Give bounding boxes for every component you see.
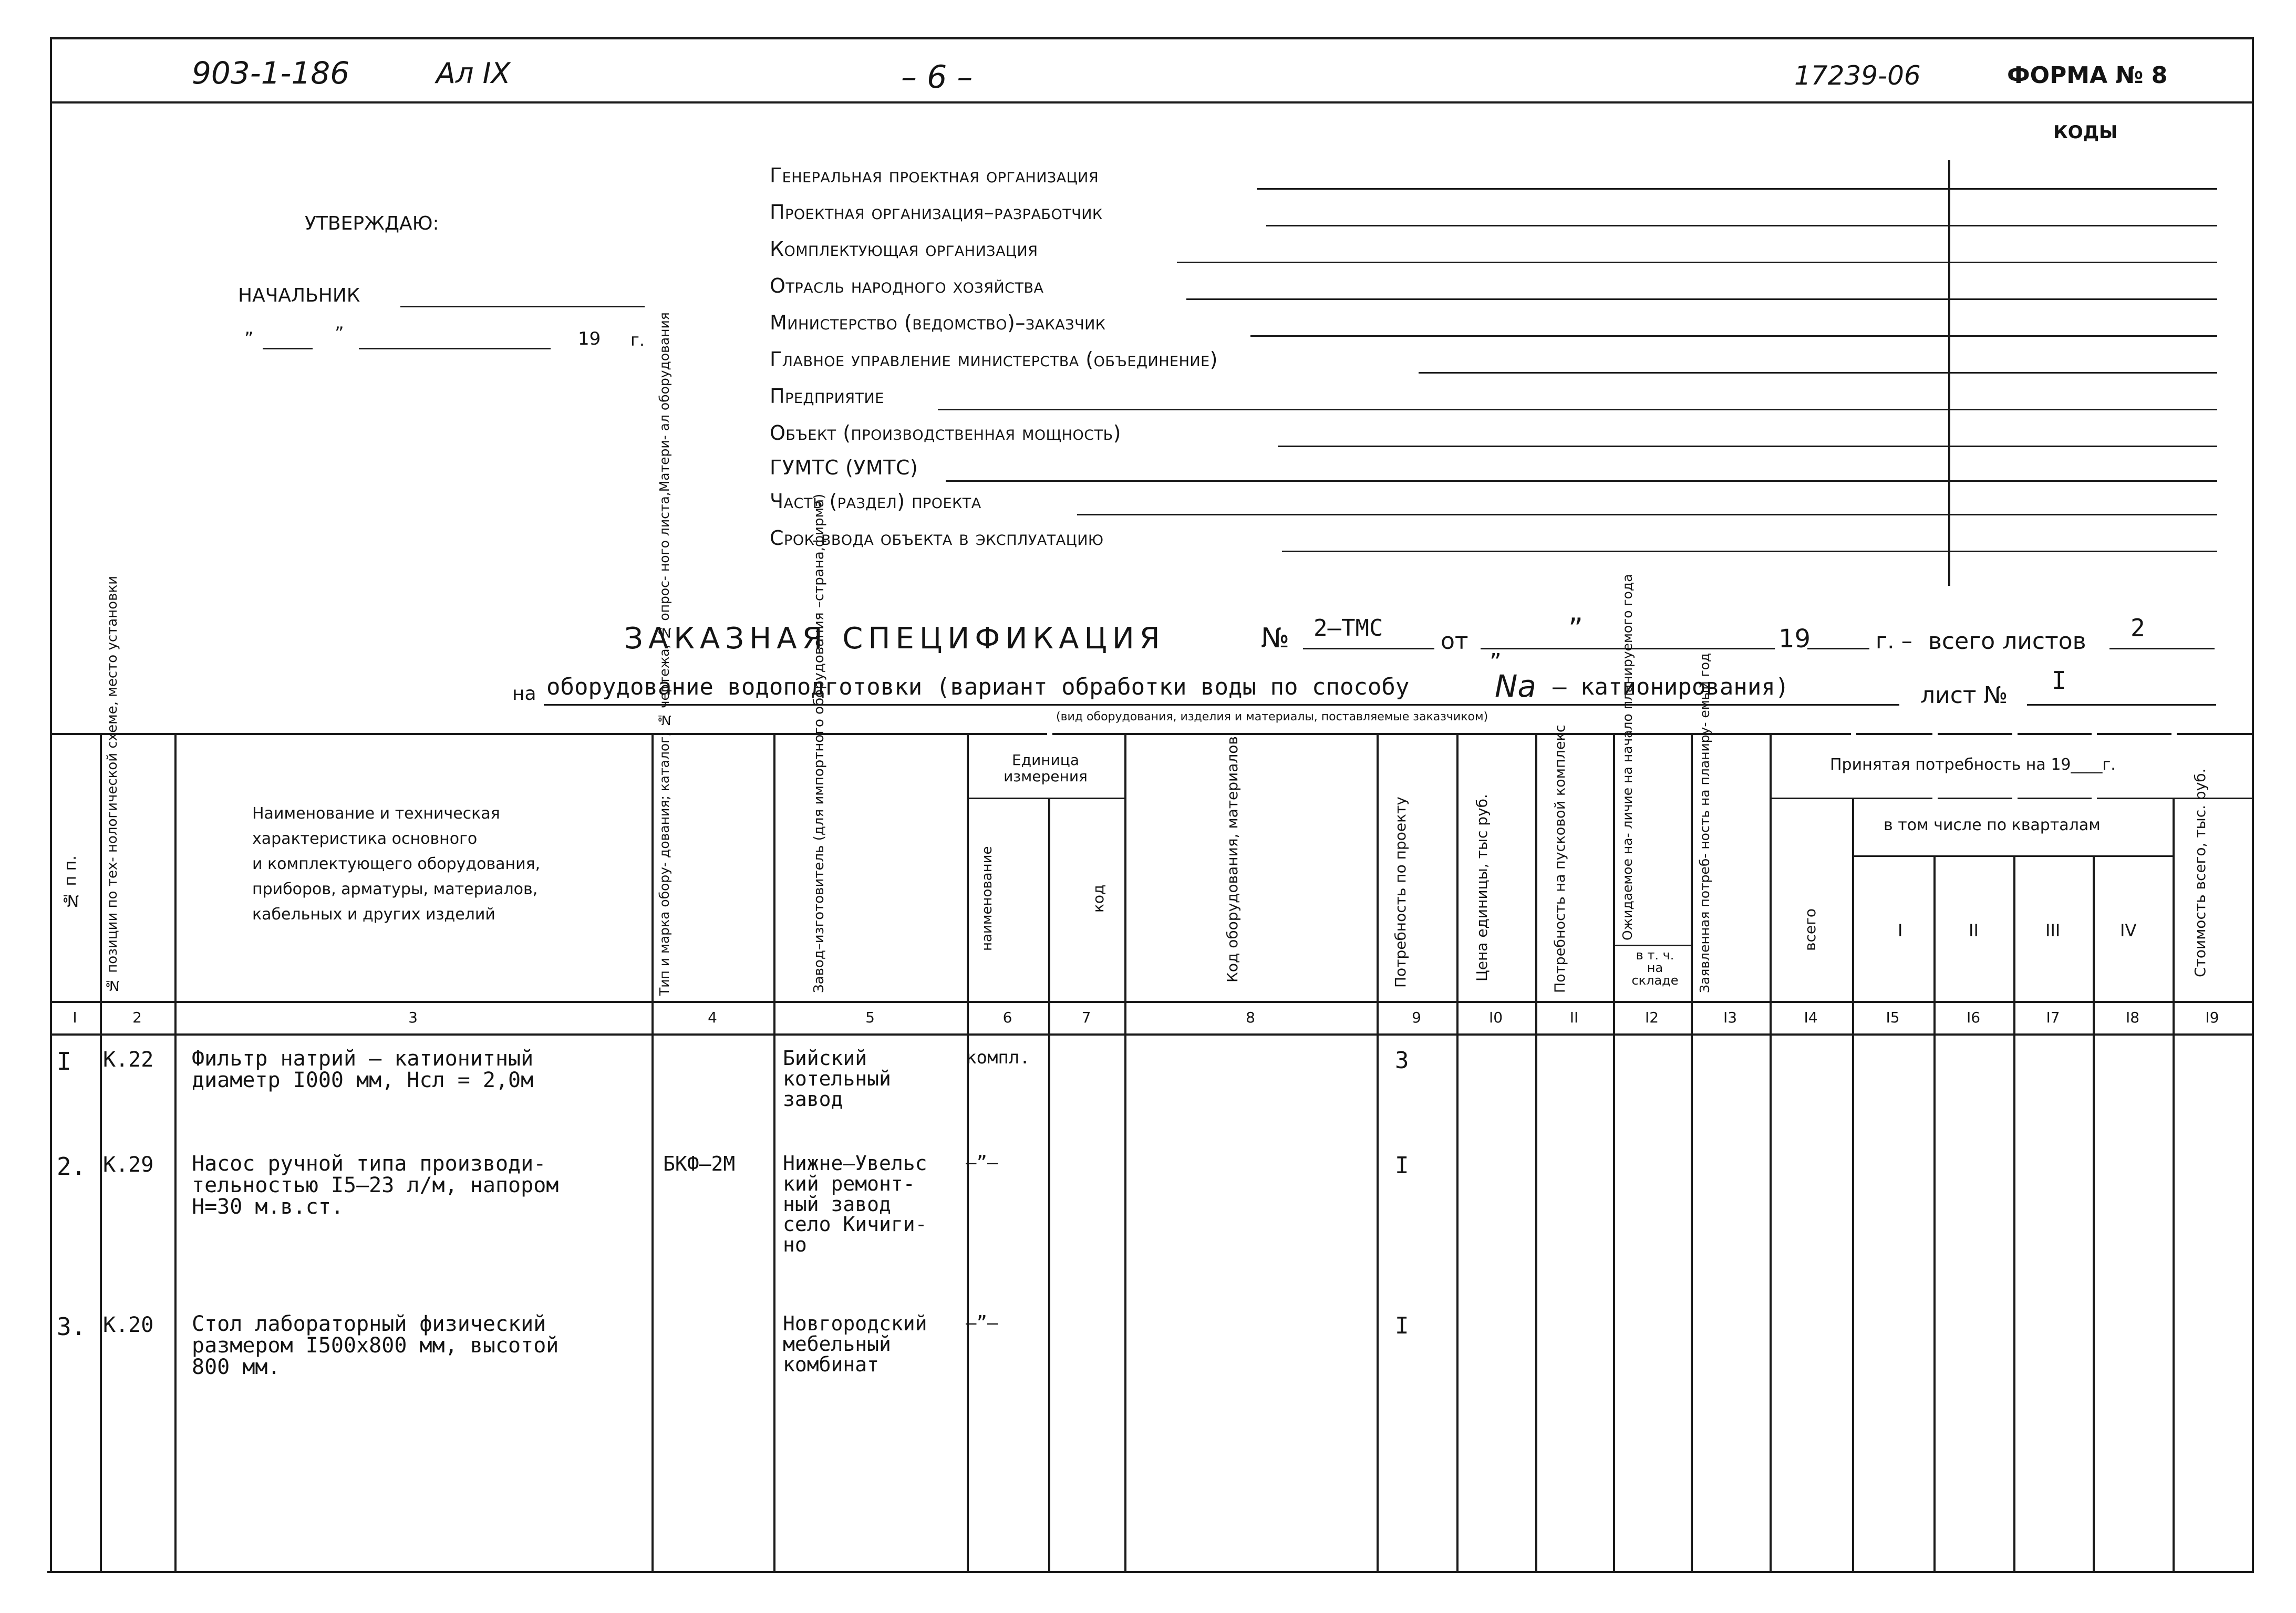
column-number: I0: [1488, 1009, 1503, 1026]
column-divider: [174, 733, 177, 1571]
org-field-line[interactable]: [1186, 298, 2217, 300]
column-number: I: [73, 1009, 77, 1026]
col-header-q1: I: [1898, 921, 1903, 940]
form-number: ФОРМА № 8: [2007, 62, 2168, 89]
column-divider: [1613, 733, 1615, 1571]
org-field-label: Отрасль народного хозяйства: [770, 274, 1044, 297]
org-field-label: ГУМТС (УМТС): [770, 456, 918, 479]
row-maker: Бийский котельный завод: [783, 1047, 891, 1111]
column-divider: [100, 733, 102, 1571]
column-number: I3: [1723, 1009, 1737, 1026]
chief-label: НАЧАЛЬНИК: [238, 285, 360, 306]
col-header-expected: Ожидаемое на- личие на начало планируемого года: [1620, 574, 1635, 940]
column-divider: [1933, 733, 1936, 1571]
column-number: I9: [2205, 1009, 2219, 1026]
col-header-q2: II: [1969, 921, 1979, 940]
column-number: II: [1569, 1009, 1579, 1026]
col-header-equipment-code: Код оборудования, материалов: [1224, 736, 1241, 983]
sheets-total: 2: [2130, 614, 2145, 642]
approval-year-suffix: г.: [630, 330, 645, 350]
col-header-unit-price: Цена единицы, тыс руб.: [1473, 794, 1491, 982]
org-field-line[interactable]: [1257, 188, 2217, 190]
subject-on-label: на: [512, 683, 536, 705]
spec-number-label: №: [1261, 623, 1290, 654]
column-number: 8: [1246, 1009, 1255, 1026]
org-field-line[interactable]: [1250, 335, 2217, 337]
date-quote-close: ”: [335, 323, 344, 344]
column-number: 2: [132, 1009, 142, 1026]
column-divider: [1535, 733, 1537, 1571]
approve-label: УТВЕРЖДАЮ:: [305, 213, 439, 234]
col-header-name: Наименование и техническая характеристика основного и комплектующего оборудования, приборов, арматуры, материалов, кабельных и других изделий: [252, 804, 541, 924]
org-field-line[interactable]: [1077, 514, 2217, 515]
spec-subject: оборудование водоподготовки (вариант обработки воды по способу: [546, 674, 1410, 700]
column-divider: [1048, 733, 1050, 1571]
column-number: I4: [1804, 1009, 1818, 1026]
col-header-unit: Единица измерения: [1004, 751, 1088, 785]
col-header-total: всего: [1802, 908, 1819, 952]
col-header-quarters: в том числе по кварталам: [1884, 816, 2101, 834]
column-number: I6: [1966, 1009, 1981, 1026]
col-header-number: № п п.: [61, 855, 80, 910]
row-maker: Новгородский мебельный комбинат: [783, 1312, 927, 1376]
column-number: 4: [708, 1009, 717, 1026]
row-number: 3.: [57, 1312, 86, 1341]
org-field-label: Объект (производственная мощность): [770, 421, 1121, 444]
from-quote: ”: [1568, 612, 1583, 645]
col-header-cost: Стоимость всего, тыс. руб.: [2191, 768, 2209, 977]
column-divider: [1770, 733, 1772, 1571]
row-position: К.22: [103, 1048, 154, 1072]
column-divider: [1377, 733, 1379, 1571]
row-number: 2.: [57, 1152, 86, 1181]
unit-subheader-line: [967, 798, 1124, 799]
row-type: БКФ–2М: [663, 1152, 736, 1175]
col-header-unit-name: наименование: [979, 846, 995, 951]
col-header-startup-need: Потребность на пусковой комплекс: [1552, 725, 1568, 993]
spec-year: 19: [1778, 624, 1811, 654]
from-label: от: [1441, 628, 1468, 655]
org-field-line[interactable]: [1278, 446, 2217, 447]
column-divider: [2013, 733, 2015, 1571]
column-number: I5: [1886, 1009, 1900, 1026]
codes-label: КОДЫ: [2053, 122, 2118, 143]
column-number: 5: [865, 1009, 875, 1026]
row-quantity: I: [1395, 1152, 1409, 1179]
row-name: Стол лабораторный физический размером I500х800 мм, высотой 800 мм.: [192, 1312, 559, 1379]
col-header-q4: IV: [2120, 921, 2137, 940]
spec-method: Na: [1495, 668, 1536, 704]
column-number: I7: [2046, 1009, 2060, 1026]
org-field-label: Министерство (ведомство)–заказчик: [770, 311, 1106, 334]
spec-title: ЗАКАЗНАЯ СПЕЦИФИКАЦИЯ: [624, 622, 1165, 656]
row-quantity: 3: [1395, 1047, 1409, 1074]
column-divider: [1124, 733, 1126, 1571]
row-position: К.20: [103, 1313, 154, 1337]
org-field-line[interactable]: [1282, 551, 2217, 552]
column-number: 3: [408, 1009, 418, 1026]
org-field-label: Генеральная проектная организация: [770, 164, 1099, 187]
spec-method-tail: – катионирования): [1553, 674, 1790, 700]
sheet-number-label: лист №: [1920, 682, 2008, 709]
org-field-label: Комплектующая организация: [770, 237, 1038, 261]
org-field-line[interactable]: [938, 409, 2217, 410]
date-quote-open: ”: [244, 328, 254, 349]
column-divider: [2173, 733, 2175, 1571]
album-number: Ал IX: [436, 57, 511, 90]
doc-code: 903-1-186: [192, 55, 350, 91]
org-field-line[interactable]: [946, 480, 2217, 482]
row-position: К.29: [103, 1153, 154, 1177]
quarters-subheader-line: [1852, 855, 2173, 857]
accepted-subheader-line: [1770, 798, 2252, 799]
row-unit: –”–: [966, 1152, 998, 1173]
org-field-label: Проектная организация–разработчик: [770, 201, 1103, 224]
column-divider: [651, 733, 654, 1571]
subject-note: (вид оборудования, изделия и материалы, поставляемые заказчиком): [1056, 710, 1488, 723]
org-field-label: Главное управление министерства (объединение): [770, 348, 1218, 371]
row-name: Фильтр натрий – катионитный диаметр I000 мм, Нсл = 2,0м: [192, 1047, 534, 1092]
spec-number: 2–ТМС: [1314, 615, 1383, 642]
col-header-in-stock: в т. ч. на складе: [1631, 948, 1679, 988]
column-divider: [773, 733, 775, 1571]
spec-year-suffix: г. –: [1876, 628, 1912, 654]
org-field-line[interactable]: [1266, 225, 2217, 226]
row-maker: Нижне–Увельс кий ремонт- ный завод село Кичиги- но: [783, 1152, 927, 1256]
sheet-code: 17239-06: [1794, 60, 1921, 91]
column-divider: [1691, 733, 1693, 1571]
stock-subheader-line: [1613, 945, 1691, 946]
row-number: I: [57, 1047, 71, 1076]
column-number: 7: [1081, 1009, 1091, 1026]
row-unit: –”–: [966, 1312, 998, 1333]
column-number: 6: [1002, 1009, 1012, 1026]
col-header-accepted: Принятая потребность на 19____г.: [1830, 756, 2116, 774]
column-number: I8: [2125, 1009, 2140, 1026]
org-field-line[interactable]: [1419, 372, 2217, 374]
column-number: 9: [1412, 1009, 1421, 1026]
column-number: I2: [1645, 1009, 1659, 1026]
col-header-unit-code: код: [1090, 884, 1107, 913]
org-field-label: Часть (раздел) проекта: [770, 490, 981, 513]
column-divider: [1852, 733, 1854, 1571]
row-name: Насос ручной типа производи- тельностью I5–23 л/м, напором Н=30 м.в.ст.: [192, 1152, 559, 1219]
method-quote: ”: [1490, 649, 1502, 676]
column-divider: [1456, 733, 1459, 1571]
column-divider: [2093, 733, 2095, 1571]
row-unit: компл.: [966, 1047, 1030, 1068]
row-quantity: I: [1395, 1312, 1409, 1339]
sheet-number: I: [2052, 666, 2066, 695]
org-field-line[interactable]: [1177, 262, 2217, 263]
approval-year: 19: [578, 328, 601, 349]
col-header-project-need: Потребность по проекту: [1392, 797, 1409, 988]
col-header-position: № позиции по тех- нологической схеме, место установки: [105, 575, 120, 993]
col-header-q3: III: [2045, 921, 2061, 940]
col-header-requested: Заявленная потреб- ность на планиру- емый год: [1697, 653, 1712, 993]
sheets-total-label: всего листов: [1928, 628, 2086, 655]
col-header-maker: Завод–изготовитель (для импортного оборудования –страна,фирма): [811, 493, 827, 993]
org-field-label: Предприятие: [770, 385, 884, 408]
page-number: – 6 –: [901, 59, 973, 96]
org-field-label: Срок ввода объекта в эксплуатацию: [770, 526, 1104, 550]
col-header-type: Тип и марка обору- дования; каталог; № чертежа, № опрос- ного листа,Матери- ал оборудования: [657, 312, 672, 996]
